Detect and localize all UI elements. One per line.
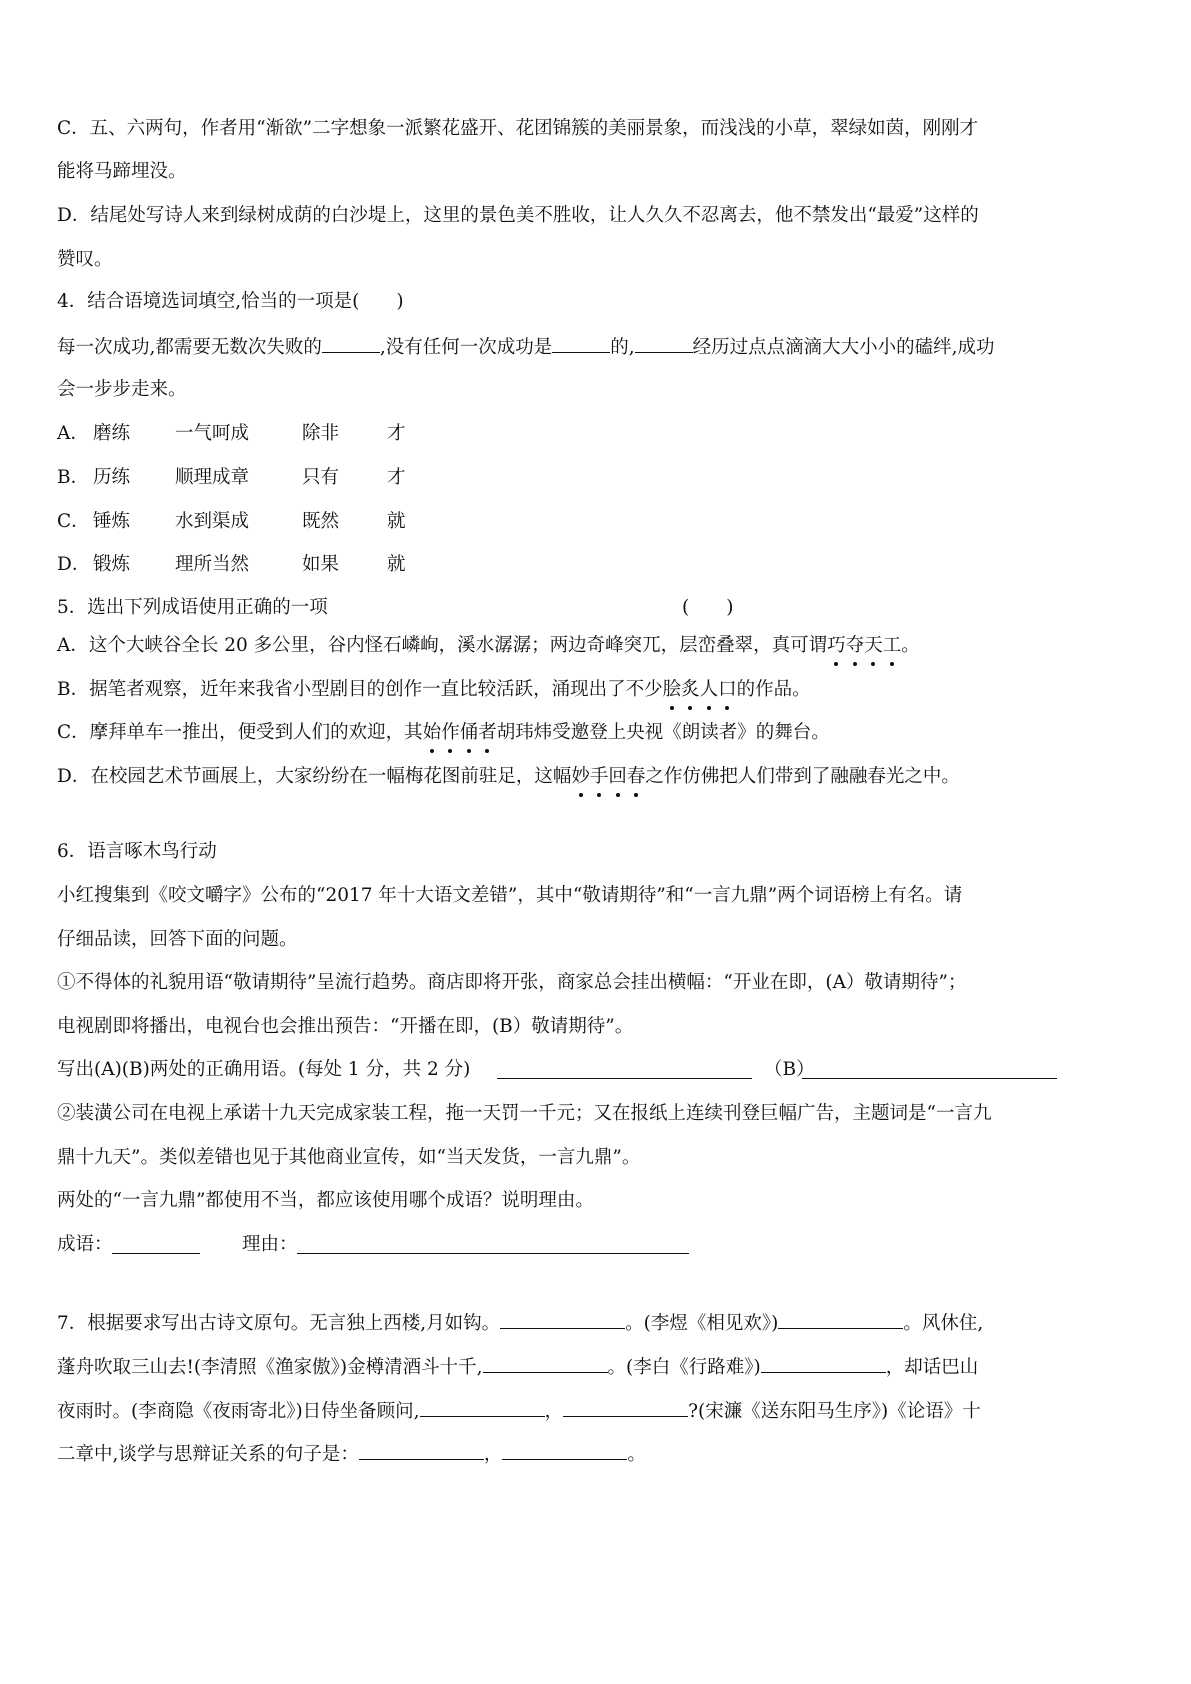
- option-letter: D．: [57, 554, 91, 575]
- emphasis-char: 妙: [571, 766, 590, 787]
- reason-answer-blank[interactable]: [297, 1235, 689, 1254]
- q3-option-d-line1: D．结尾处写诗人来到绿树成荫的白沙堤上，这里的景色美不胜收，让人久久不忍离去，他不禁发出“最爱”这样的: [57, 205, 979, 226]
- answer-blank[interactable]: [322, 334, 380, 353]
- q7-text: 。(李白《行路难》): [607, 1357, 761, 1378]
- q4-option-a: [57, 422, 1177, 446]
- option-word: 磨练: [93, 423, 131, 444]
- option-word: 除非: [302, 423, 340, 444]
- answer-paren[interactable]: ( ): [682, 597, 734, 618]
- idiom-label: 成语：: [57, 1234, 113, 1255]
- option-text: 。: [901, 635, 920, 656]
- emphasis-char: 俑: [459, 722, 479, 743]
- q6-intro-line1: 小红搜集到《咬文嚼字》公布的“2017 年十大语文差错”，其中“敬请期待”和“一言九鼎”两个词语榜上有名。请: [57, 885, 963, 906]
- q7-text: ，却话巴山: [885, 1357, 979, 1378]
- option-word: 历练: [93, 467, 131, 488]
- answer-blank[interactable]: [359, 1441, 484, 1460]
- q4-option-b: [57, 466, 1177, 490]
- emphasis-char: 者: [478, 722, 497, 743]
- answer-blank[interactable]: [563, 1398, 688, 1417]
- idiom-answer-blank[interactable]: [112, 1235, 200, 1254]
- option-word: 锤炼: [93, 511, 131, 532]
- q7-line3: [57, 1398, 981, 1424]
- q6-answer-row: [57, 1233, 1177, 1257]
- q4-passage-part1: 每一次成功,都需要无数次失败的: [57, 337, 322, 358]
- answer-blank[interactable]: [500, 1310, 625, 1329]
- q3-option-c-line1: C．五、六两句，作者用“渐欲”二字想象一派繁花盛开、花团锦簇的美丽景象，而浅浅的小草，翠绿如茵，刚刚才: [57, 118, 979, 139]
- option-text: C．摩拜单车一推出，便受到人们的欢迎，其: [57, 722, 423, 743]
- emphasis-char: 巧: [827, 635, 846, 656]
- option-word: 既然: [302, 511, 340, 532]
- q7-text: 夜雨时。(李商隐《夜雨寄北》)日侍坐备顾问,: [57, 1401, 420, 1422]
- q7-text: 二章中,谈学与思辩证关系的句子是：: [57, 1444, 359, 1465]
- q3-option-d-line2: 赞叹。: [57, 249, 113, 270]
- q4-option-c: [57, 510, 1177, 534]
- emphasis-char: 春: [626, 766, 646, 787]
- emphasis-char: 天: [864, 635, 883, 656]
- emphasis-char: 人: [699, 679, 719, 700]
- q4-option-d: [57, 553, 1177, 577]
- q6-s1-ask-row: [57, 1058, 1177, 1082]
- q6-s2-line2: 鼎十九天”。类似差错也见于其他商业宣传，如“当天发货，一言九鼎”。: [57, 1147, 641, 1168]
- q4-passage-line1: [57, 334, 995, 360]
- emphasis-char: 脍: [662, 679, 682, 700]
- option-word: 如果: [302, 554, 340, 575]
- q7-text: 7．根据要求写出古诗文原句。无言独上西楼,月如钩。: [57, 1313, 501, 1334]
- q4-stem: 4．结合语境选词填空,恰当的一项是( ): [57, 291, 404, 312]
- q4-passage-part4: 经历过点点滴滴大大小小的磕绊,成功: [692, 337, 995, 358]
- q6-s1-line1: ①不得体的礼貌用语“敬请期待”呈流行趋势。商店即将开张，商家总会挂出横幅：“开业在即，(A）敬请期待”；: [57, 972, 967, 993]
- option-word: 顺理成章: [175, 467, 250, 488]
- option-word: 水到渠成: [175, 511, 250, 532]
- q4-passage-part3: 的,: [610, 337, 635, 358]
- answer-blank[interactable]: [552, 334, 610, 353]
- q6-intro-line2: 仔细品读，回答下面的问题。: [57, 929, 298, 950]
- option-letter: A．: [57, 423, 89, 444]
- option-word: 只有: [302, 467, 340, 488]
- option-word: 才: [387, 423, 406, 444]
- emphasis-char: 手: [589, 766, 609, 787]
- q4-passage-part2: ,没有任何一次成功是: [379, 337, 553, 358]
- q5-stem-row: [57, 596, 1177, 620]
- q6-s2-line1: ②装潢公司在电视上承诺十九天完成家装工程，拖一天罚一千元；又在报纸上连续刊登巨幅广告，主题词是“一言九: [57, 1103, 992, 1124]
- option-text: 胡玮炜受邀登上央视《朗读者》的舞台。: [496, 722, 830, 743]
- option-word: 才: [387, 467, 406, 488]
- option-text: 之作仿佛把人们带到了融融春光之中。: [645, 766, 960, 787]
- q6-s1-line2: 电视剧即将播出，电视台也会推出预告：“开播在即，(B）敬请期待”。: [57, 1016, 634, 1037]
- option-word: 就: [387, 554, 406, 575]
- emphasis-char: 始: [422, 722, 442, 743]
- q7-text: 。(李煜《相见欢》): [625, 1313, 779, 1334]
- q7-line4: [57, 1441, 646, 1467]
- answer-blank[interactable]: [761, 1354, 886, 1373]
- q7-text: ，: [483, 1444, 503, 1465]
- q6-s1-ask: 写出(A)(B)两处的正确用语。(每处 1 分，共 2 分): [57, 1059, 471, 1080]
- q5-stem: 5．选出下列成语使用正确的一项: [57, 597, 328, 618]
- q6-s1-b-label: （B）: [764, 1059, 815, 1080]
- q7-text: 。风休住,: [903, 1313, 984, 1334]
- answer-blank[interactable]: [635, 334, 693, 353]
- answer-blank-a[interactable]: [497, 1060, 752, 1079]
- q6-title: 6．语言啄木鸟行动: [57, 841, 217, 862]
- q7-text: 。: [627, 1444, 646, 1465]
- q7-line1: [57, 1310, 983, 1336]
- emphasis-char: 炙: [681, 679, 700, 700]
- answer-blank[interactable]: [502, 1441, 627, 1460]
- q5-option-c: [57, 721, 830, 745]
- q7-text: 蓬舟吹取三山去!(李清照《渔家傲》)金樽清酒斗十千,: [57, 1357, 483, 1378]
- answer-blank[interactable]: [778, 1310, 903, 1329]
- emphasis-char: 作: [441, 722, 460, 743]
- q7-text: ?(宋濂《送东阳马生序》)《论语》十: [688, 1401, 981, 1422]
- q6-s2-ask: 两处的“一言九鼎”都使用不当，都应该使用哪个成语？说明理由。: [57, 1190, 594, 1211]
- option-text: B．据笔者观察，近年来我省小型剧目的创作一直比较活跃，涌现出了不少: [57, 679, 663, 700]
- emphasis-char: 夺: [845, 635, 865, 656]
- emphasis-char: 口: [718, 679, 737, 700]
- q3-option-c-line2: 能将马蹄埋没。: [57, 161, 187, 182]
- emphasis-char: 回: [608, 766, 627, 787]
- q5-option-b: [57, 678, 811, 702]
- option-word: 锻炼: [93, 554, 131, 575]
- option-text: D．在校园艺术节画展上，大家纷纷在一幅梅花图前驻足，这幅: [57, 766, 572, 787]
- option-word: 就: [387, 511, 406, 532]
- option-word: 理所当然: [175, 554, 250, 575]
- q7-line2: [57, 1354, 978, 1380]
- emphasis-char: 工: [882, 635, 902, 656]
- q5-option-a: [57, 634, 920, 658]
- q4-passage-line2: 会一步步走来。: [57, 379, 187, 400]
- answer-blank[interactable]: [420, 1398, 545, 1417]
- answer-blank-b[interactable]: [802, 1060, 1057, 1079]
- option-text: A．这个大峡谷全长 20 多公里，谷内怪石嶙峋，溪水潺潺；两边奇峰突兀，层峦叠翠，真可谓: [57, 635, 828, 656]
- q7-text: ，: [544, 1401, 564, 1422]
- q5-option-d: [57, 765, 960, 789]
- option-word: 一气呵成: [175, 423, 250, 444]
- reason-label: 理由：: [242, 1234, 298, 1255]
- option-letter: B．: [57, 467, 90, 488]
- answer-blank[interactable]: [483, 1354, 608, 1373]
- option-letter: C．: [57, 511, 90, 532]
- option-text: 的作品。: [736, 679, 811, 700]
